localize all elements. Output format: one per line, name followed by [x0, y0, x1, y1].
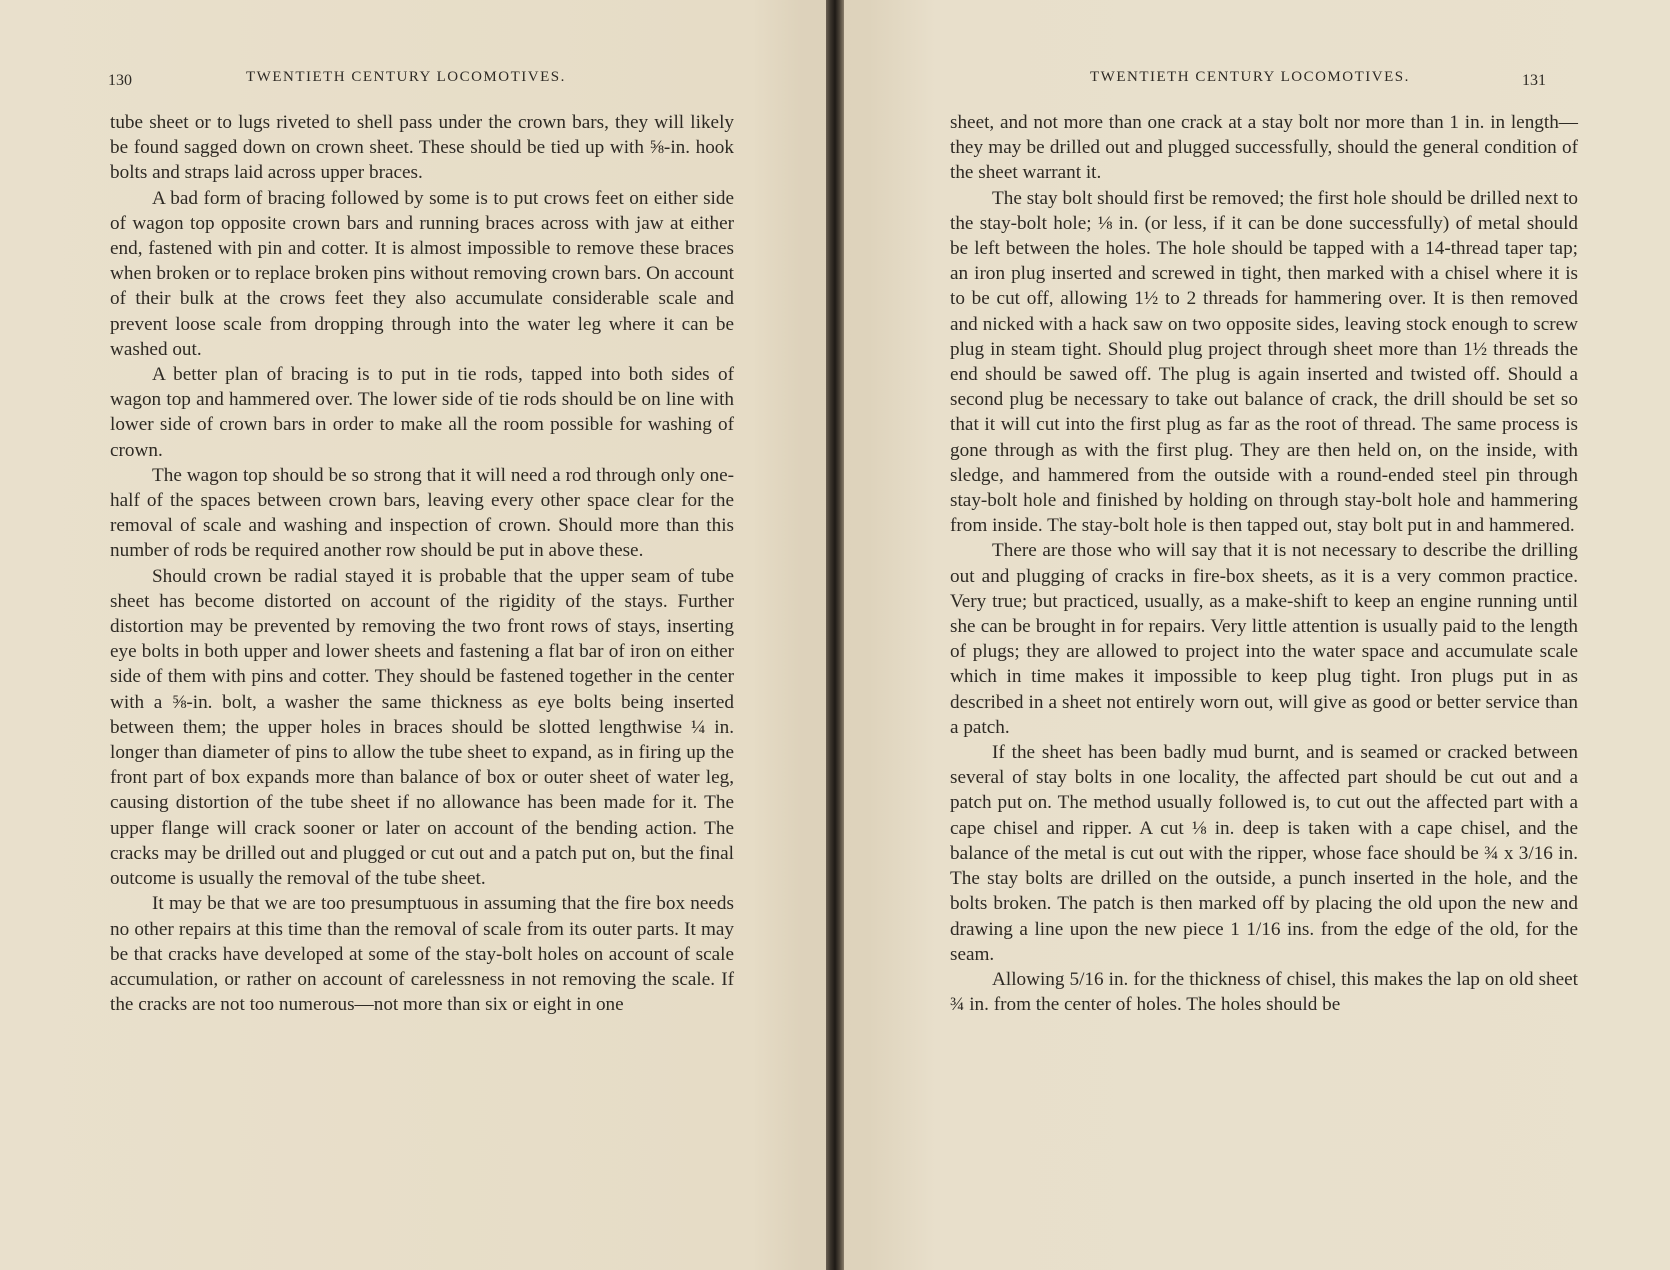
book-gutter: [826, 0, 844, 1270]
right-page: [844, 0, 1670, 1270]
paragraph: There are those who will say that it is not necessary to describe the drilling out and plugging of cracks in fire-box sheets, as it is a very common practice. Very true; but practiced, usually, as a make-shift to keep an engine running until she can be brought in for repairs. Very little attention is usually paid to the length of plugs; they are allowed to project into the water space and accumulate scale which in time makes it impossible to keep plug tight. Iron plugs put in as described in a sheet not entirely worn out, will give as good or better service than a patch.: [950, 540, 1578, 738]
paragraph: Allowing 5/16 in. for the thickness of chisel, this makes the lap on old sheet ¾ in. from the center of holes. The holes should be: [950, 968, 1578, 1016]
paragraph: The wagon top should be so strong that it will need a rod through only one-half of the spaces between crown bars, leaving every other space clear for the removal of scale and washing and inspection of crown. Should more than this number of rods be required another row should be put in above these.: [110, 464, 734, 562]
right-running-title: TWENTIETH CENTURY LOCOMOTIVES.: [1090, 69, 1410, 85]
paragraph: A bad form of bracing followed by some is to put crows feet on either side of wagon top opposite crown bars and running braces across with jaw at either end, fastened with pin and cotter. It is almost impossible to remove these braces when broken or to replace broken pins without removing crown bars. On account of their bulk at the crows feet they also accumulate considerable scale and prevent loose scale from dropping through into the water leg where it can be washed out.: [110, 187, 734, 360]
left-page-body: [110, 110, 734, 1017]
left-page-number: 130: [108, 72, 132, 89]
paragraph: The stay bolt should first be removed; the first hole should be drilled next to the stay-bolt hole; ⅛ in. (or less, if it can be done successfully) of metal should be left between the holes. The hole should be tapped with a 14-thread taper tap; an iron plug inserted and screwed in tight, then marked with a chisel where it is to be cut off, allowing 1½ to 2 threads for hammering over. It is then removed and nicked with a hack saw on two opposite sides, leaving stock enough to screw plug in steam tight. Should plug project through sheet more than 1½ threads the end should be sawed off. The plug is again inserted and twisted off. Should a second plug be necessary to take out balance of crack, the drill should be set so that it will cut into the first plug as far as the root of thread. The same process is gone through as with the first plug. They are then held on, on the inside, with sledge, and hammered from the outside with a round-ended steel pin through stay-bolt hole and finished by holding on through stay-bolt hole and hammering from inside. The stay-bolt hole is then tapped out, stay bolt put in and hammered.: [950, 187, 1578, 537]
left-running-title: TWENTIETH CENTURY LOCOMOTIVES.: [246, 69, 566, 85]
right-page-number: 131: [1522, 72, 1546, 89]
paragraph: Should crown be radial stayed it is probable that the upper seam of tube sheet has become distorted on account of the rigidity of the stays. Further distortion may be prevented by removing the two front rows of stays, inserting eye bolts in both upper and lower sheets and fastening a flat bar of iron on either side of them with pins and cotter. They should be fastened together in the center with a ⅝-in. bolt, a washer the same thickness as eye bolts being inserted between them; the upper holes in braces should be slotted lengthwise ¼ in. longer than diameter of pins to allow the tube sheet to expand, as in firing up the front part of box expands more than balance of box or outer sheet of water leg, causing distortion of the tube sheet if no allowance has been made for it. The upper flange will crack sooner or later on account of the bending action. The cracks may be drilled out and plugged or cut out and a patch put on, but the final outcome is usually the removal of the tube sheet.: [110, 565, 734, 890]
paragraph: tube sheet or to lugs riveted to shell pass under the crown bars, they will likely be found sagged down on crown sheet. These should be tied up with ⅝-in. hook bolts and straps laid across upper braces.: [110, 112, 734, 184]
paragraph: A better plan of bracing is to put in tie rods, tapped into both sides of wagon top and hammered over. The lower side of tie rods should be on line with lower side of crown bars in order to make all the room possible for washing of crown.: [110, 364, 734, 461]
right-page-body: [950, 110, 1578, 1017]
left-page: [0, 0, 826, 1270]
paragraph: It may be that we are too presumptuous in assuming that the fire box needs no other repairs at this time than the removal of scale from its outer parts. It may be that cracks have developed at some of the stay-bolt holes on account of scale accumulation, or rather on account of carelessness in not removing the scale. If the cracks are not too numerous—not more than six or eight in one: [110, 893, 734, 1016]
paragraph: If the sheet has been badly mud burnt, and is seamed or cracked between several of stay bolts in one locality, the affected part should be cut out and a patch put on. The method usually followed is, to cut out the affected part with a cape chisel and ripper. A cut ⅛ in. deep is taken with a cape chisel, and the balance of the metal is cut out with the ripper, whose face should be ¾ x 3/16 in. The stay bolts are drilled on the outside, a punch inserted in the hole, and the bolts broken. The patch is then marked off by placing the old upon the new and drawing a line upon the new piece 1 1/16 ins. from the edge of the old, for the seam.: [950, 742, 1578, 965]
paragraph: sheet, and not more than one crack at a stay bolt nor more than 1 in. in length—they may be drilled out and plugged successfully, should the general condition of the sheet warrant it.: [950, 112, 1578, 184]
